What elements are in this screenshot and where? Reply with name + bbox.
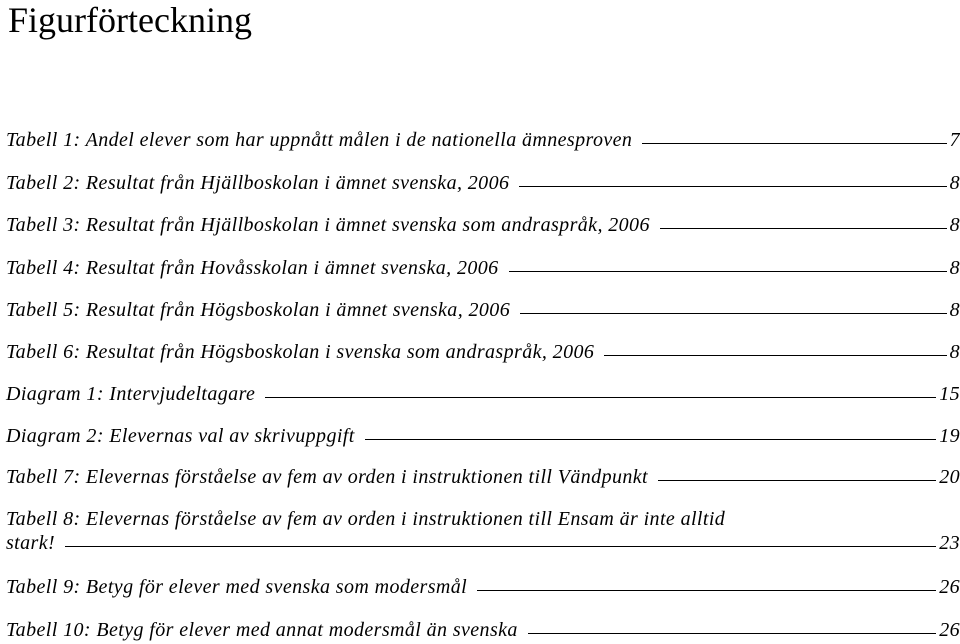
toc-entry-page: 20 (939, 466, 960, 488)
toc-entry[interactable] (6, 465, 960, 489)
toc-entry[interactable] (6, 213, 960, 237)
toc-entry-page: 8 (949, 257, 960, 279)
toc-entry[interactable] (6, 507, 960, 555)
toc-entry[interactable] (6, 298, 960, 322)
toc-leader-line (265, 397, 936, 398)
toc-entry-page: 8 (949, 214, 960, 236)
toc-entry-page: 26 (939, 576, 960, 598)
toc-entry-page: 8 (949, 341, 960, 363)
toc-entry-page: 7 (949, 129, 960, 151)
page-title: Figurförteckning (8, 0, 252, 40)
toc-entry[interactable] (6, 382, 960, 406)
toc-leader-line (477, 590, 936, 591)
toc-entry-label: Tabell 1: Andel elever som har uppnått målen i de nationella ämnesproven (6, 129, 633, 151)
toc-entry-label: Tabell 4: Resultat från Hovåsskolan i ämnet svenska, 2006 (6, 257, 499, 279)
toc-leader-line (65, 546, 936, 547)
toc-entry[interactable] (6, 256, 960, 280)
toc-entry[interactable] (6, 340, 960, 364)
toc-entry-label: Tabell 10: Betyg för elever med annat modersmål än svenska (6, 619, 518, 641)
toc-entry-label: Tabell 6: Resultat från Högsboskolan i svenska som andraspråk, 2006 (6, 341, 595, 363)
toc-leader-line (604, 355, 946, 356)
toc-leader-line (509, 271, 947, 272)
toc-entry-label: Tabell 2: Resultat från Hjällboskolan i ämnet svenska, 2006 (6, 172, 510, 194)
toc-entry-label-continued: stark! (6, 532, 56, 554)
toc-leader-line (528, 633, 936, 634)
toc-leader-line (658, 480, 936, 481)
toc-entry-page: 15 (939, 383, 960, 405)
toc-entry[interactable] (6, 128, 960, 152)
toc-entry-page: 8 (949, 299, 960, 321)
toc-leader-line (365, 439, 936, 440)
toc-leader-line (660, 228, 947, 229)
toc-entry-label: Diagram 2: Elevernas val av skrivuppgift (6, 425, 355, 447)
toc-entry-label: Tabell 5: Resultat från Högsboskolan i ämnet svenska, 2006 (6, 299, 511, 321)
toc-entry[interactable] (6, 424, 960, 448)
toc-entry-page: 19 (939, 425, 960, 447)
toc-entry-label: Diagram 1: Intervjudeltagare (6, 383, 256, 405)
toc-entry[interactable] (6, 575, 960, 599)
toc-leader-line (520, 313, 946, 314)
toc-entry[interactable] (6, 618, 960, 642)
toc-entry[interactable] (6, 171, 960, 195)
toc-entry-label: Tabell 9: Betyg för elever med svenska som modersmål (6, 576, 468, 598)
toc-entry-page: 26 (939, 619, 960, 641)
toc-entry-page: 8 (949, 172, 960, 194)
toc-entry-label: Tabell 8: Elevernas förståelse av fem av orden i instruktionen till Ensam är inte alltid (6, 508, 726, 530)
toc-leader-line (519, 186, 946, 187)
toc-entry-page: 23 (939, 532, 960, 554)
toc-entry-label: Tabell 7: Elevernas förståelse av fem av orden i instruktionen till Vändpunkt (6, 466, 649, 488)
toc-leader-line (642, 143, 946, 144)
toc-entry-label: Tabell 3: Resultat från Hjällboskolan i ämnet svenska som andraspråk, 2006 (6, 214, 650, 236)
